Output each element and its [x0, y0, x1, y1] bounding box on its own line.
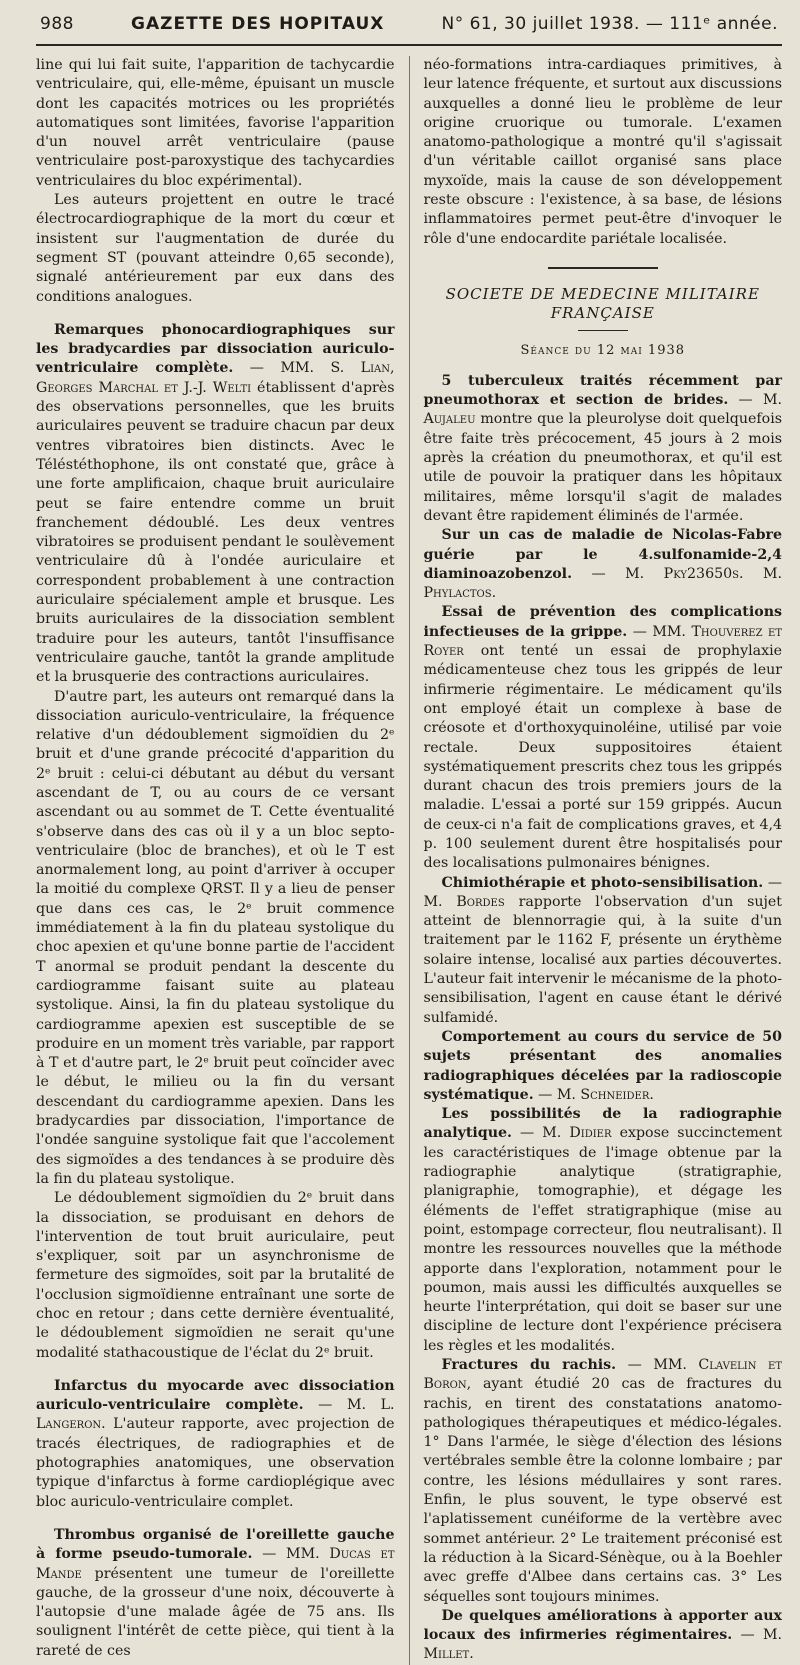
article-title: Remarques phonocardiographiques sur les bradycardies par dissociation auriculo-ventriculaire complète. [36, 321, 395, 377]
article-authors: — M. Pky23650s. M. Phylactos. [423, 565, 783, 602]
article-body: montre que la pleurolyse doit quelquefois être faite très précocement, 45 jours à 2 mois après la création du pneumothorax, et qu'il est utile de pouvoir la pratiquer dans les hôpitaux militaires, même lorsqu'il s'agit de malades devant être rapidement éliminés de l'armée. [423, 411, 783, 524]
paragraph: néo-formations intra-cardiaques primitives, à leur latence fréquente, et surtout aux discussions auxquelles a donné lieu le problème de leur origine cruorique ou tumorale. L'examen anatomo-pathologique a montré qu'il s'agissait d'un véritable caillot organisé sans place myxoïde, mais la cause de son développement reste obscure : l'existence, à sa base, de lésions inflammatoires permet peut-être d'invoquer le rôle d'une endocardite pariétale localisée. [423, 57, 783, 247]
article-title: Les possibilités de la radiographie analytique. [423, 1106, 783, 1142]
article-authors: — MM. Ducas et Mande [36, 1546, 395, 1582]
page-header [36, 10, 782, 46]
article-comportement [424, 1028, 783, 1105]
article-chimiotherapie [424, 874, 783, 1028]
article-tuberculeux [424, 372, 783, 526]
article-title: Essai de prévention des complications infectieuses de la grippe. [423, 604, 783, 640]
issue-info: N° 61, 30 juillet 1938. — 111ᵉ année. [441, 14, 778, 34]
right-column [424, 56, 783, 1665]
article-remarques [36, 321, 395, 688]
article-body: établissent d'après des observations personnelles, que les bruits auriculaires peuvent se traduire chacun par deux ventres vibratoires bien distincts. Avec le Téléstéthophone, ils ont constaté que, grâce à une forte amplificaion, chaque bruit auriculaire peut se faire entendre comme un bruit franchement dédoublé. Les deux ventres vibratoires se produisent pendant le soulèvement ventriculaire dû à l'ondée auriculaire et correspondent probablement à une contraction auriculaire spécialement ample et brusque. Les bruits auriculaires de la dissociation semblent traduire pour les auteurs, tantôt l'insuffisance ventriculaire gauche, tantôt la grande amplitude et la brusquerie des contractions auriculaires. [36, 379, 395, 686]
article-title: Thrombus organisé de l'oreillette gauche à forme pseudo-tumorale. [36, 1526, 395, 1563]
article-nicolas-fabre [424, 526, 783, 603]
article-title: De quelques améliorations à apporter aux locaux des infirmeries régimentaires. [423, 1607, 783, 1644]
separator-rule [548, 267, 658, 269]
article-body: présentent une tumeur de l'oreillette gauche, de la grosseur d'une noix, découverte à l'autopsie d'une malade âgée de 75 ans. Ils soulignent l'intérêt de cette pièce, qui tient à la rareté de ces [36, 1565, 395, 1659]
article-title: Fractures du rachis. [441, 1357, 617, 1373]
article-body: L'auteur rapporte, avec projection de tracés électriques, de radiographies et de photographies anatomiques, une observation typique d'infarctus à forme cardioplégique avec bloc auriculo-ventriculaire complet. [36, 1416, 395, 1510]
article-title: Infarctus du myocarde avec dissociation auriculo-ventriculaire complète. [36, 1377, 395, 1414]
article-authors: — MM. Clavelin et Boron, [423, 1357, 782, 1393]
article-fractures [424, 1356, 783, 1607]
article-title: Chimiothérapie et photo-sensibilisation. [441, 874, 764, 891]
article-body: expose succinctement les caractéristiques de l'image obtenue par la radiographie analytique (stratigraphie, planigraphie, tomographie), et dégage les éléments de l'effet stratigraphique (mise au point, estompage correcteur, flou neutralisant). Il montre les ressources nouvelles que la méthode apporte dans l'exploration, notamment pour le poumon, mais aussi les difficultés auxquelles se heurte l'interprétation, qui doit se baser sur une discipline de lecture dont l'expérience précisera les règles et les modalités. [423, 1125, 783, 1354]
paragraph: Les auteurs projettent en outre le tracé électrocardiographique de la mort du cœur et insistent sur l'augmentation de durée du segment ST (pouvant atteindre 0,65 seconde), signalé antérieurement par eux dans des conditions analogues. [36, 192, 395, 305]
article-authors: — MM. Thouverez et Royer [423, 623, 783, 660]
article-thrombus [36, 1526, 395, 1661]
paragraph: D'autre part, les auteurs ont remarqué dans la dissociation auriculo-ventriculaire, la fréquence relative d'un dédoublement sigmoïdien du 2ᵉ bruit et d'une grande précocité d'apparition du 2ᵉ bruit : celui-ci débutant au début du versant ascendant de T, ou au cours de ce versant ascendant ou au sommet de T. Cette éventualité s'observe dans des cas où il y a un bloc septo-ventriculaire (bloc de branches), et où le T est anormalement long, au point d'arriver à occuper la moitié du complexe QRST. Il y a lieu de penser que dans ces cas, le 2ᵉ bruit commence immédiatement à la fin du plateau systolique du choc apexien et qu'une bonne partie de l'accident T anormal se produit pendant la descente du cardiogramme faisant suite au plateau systolique. Ainsi, la fin du plateau systolique du cardiogramme apexien est susceptible de se produire en un moment très variable, par rapport à T et d'autre part, le 2ᵉ bruit peut coïncider avec le début, le milieu ou la fin du versant descendant du cardiogramme apexien. Dans les bradycardies par dissociation, l'importance de l'ondée sanguine systolique fait que l'accolement des sigmoïdes a des tendances à se produire dès la fin du plateau systolique. [36, 688, 395, 1187]
article-title: 5 tuberculeux traités récemment par pneumothorax et section de brides. [423, 372, 783, 409]
paragraph: Le dédoublement sigmoïdien du 2ᵉ bruit dans la dissociation, se produisant en dehors de l'intervention de tout bruit auriculaire, peut s'expliquer, soit par un asynchronisme de fermeture des sigmoïdes, soit par la brutalité de l'occlusion sigmoïdienne entraînant une sorte de choc en retour ; dans cette dernière éventualité, le dédoublement sigmoïdien ne serait qu'une modalité stathacoustique de l'éclat du 2ᵉ bruit. [36, 1190, 395, 1361]
article-authors: — M. L. Langeron. [36, 1397, 395, 1433]
article-infarctus [36, 1377, 395, 1512]
paragraph: line qui lui fait suite, l'apparition de tachycardie ventriculaire, qui, elle-même, épuisant un muscle dont les capacités motrices ou les propriétés automatiques sont limitées, favorise l'apparition d'un nouvel arrêt ventriculaire (pause ventriculaire post-paroxystique des tachycardies ventriculaires du bloc expérimental). [36, 57, 395, 189]
left-column [36, 56, 395, 1665]
section-title: SOCIETE DE MEDECINE MILITAIRE FRANÇAISE [445, 284, 760, 323]
page-number: 988 [40, 14, 74, 34]
article-authors: — MM. S. Lian, Georges Marchal et J.-J. Welti [36, 360, 395, 396]
article-radiographie [424, 1105, 783, 1356]
article-authors: — M. Aujaleu [423, 392, 783, 428]
article-body: ayant étudié 20 cas de fractures du rachis, en tirent des constatations anatomo-pathologiques thérapeutiques et médico-légales. 1° Dans l'armée, le siège d'élection des lésions vertébrales semble être la colonne lombaire ; par contre, les lésions médullaires y sont rares. Enfin, le plus souvent, le type observé est l'aplatissement cunéiforme de la vertèbre avec sommet antérieur. 2° Le traitement préconisé est la réduction à la Sicard-Sénèque, ou à la Boehler avec greffe d'Albee dans certains cas. 3° Les séquelles sont toujours minimes. [423, 1376, 783, 1605]
column-divider [409, 56, 410, 1665]
article-authors: — M. Millet. [423, 1627, 783, 1663]
article-body: rapporte l'observation d'un sujet atteint de blennorragie qui, à la suite d'un traitement par le 1162 F, présente un érythème solaire intense, localisé aux parties découvertes. L'auteur fait intervenir le mécanisme de la photo-sensibilisation, l'agent en cause étant le dérivé sulfamidé. [423, 893, 783, 1026]
article-grippe [424, 603, 783, 873]
article-body: ont tenté un essai de prophylaxie médicamenteuse chez tous les grippés de leur infirmerie régimentaire. Le médicament qu'ils ont employé était un complexe à base de créosote et d'orthoxyquinoléine, utilisé par voie rectale. Deux suppositoires étaient systématiquement prescrits chez tous les grippés durant chacun des trois premiers jours de la maladie. L'essai a porté sur 159 grippés. Aucun de ceux-ci n'a fait de complications graves, et 4,4 p. 100 seulement durent être hospitalisés pour des localisations pulmonaires bénignes. [423, 643, 783, 872]
article-title: Sur un cas de maladie de Nicolas-Fabre guérie par le 4.sulfonamide-2,4 diaminoazobenzol. [423, 527, 783, 582]
section-rule [578, 330, 628, 331]
article-authors: — M. Bordes [423, 874, 782, 910]
seance-date: Séance du 12 mai 1938 [520, 342, 686, 358]
journal-title: GAZETTE DES HOPITAUX [131, 14, 385, 34]
article-authors: — M. Didier [520, 1125, 612, 1142]
article-authors: — M. Schneider. [538, 1086, 654, 1103]
article-infirmeries [424, 1607, 783, 1665]
columns [36, 56, 782, 1665]
article-title: Comportement au cours du service de 50 sujets présentant des anomalies radiographiques décelées par la radioscopie systématique. [423, 1028, 783, 1103]
